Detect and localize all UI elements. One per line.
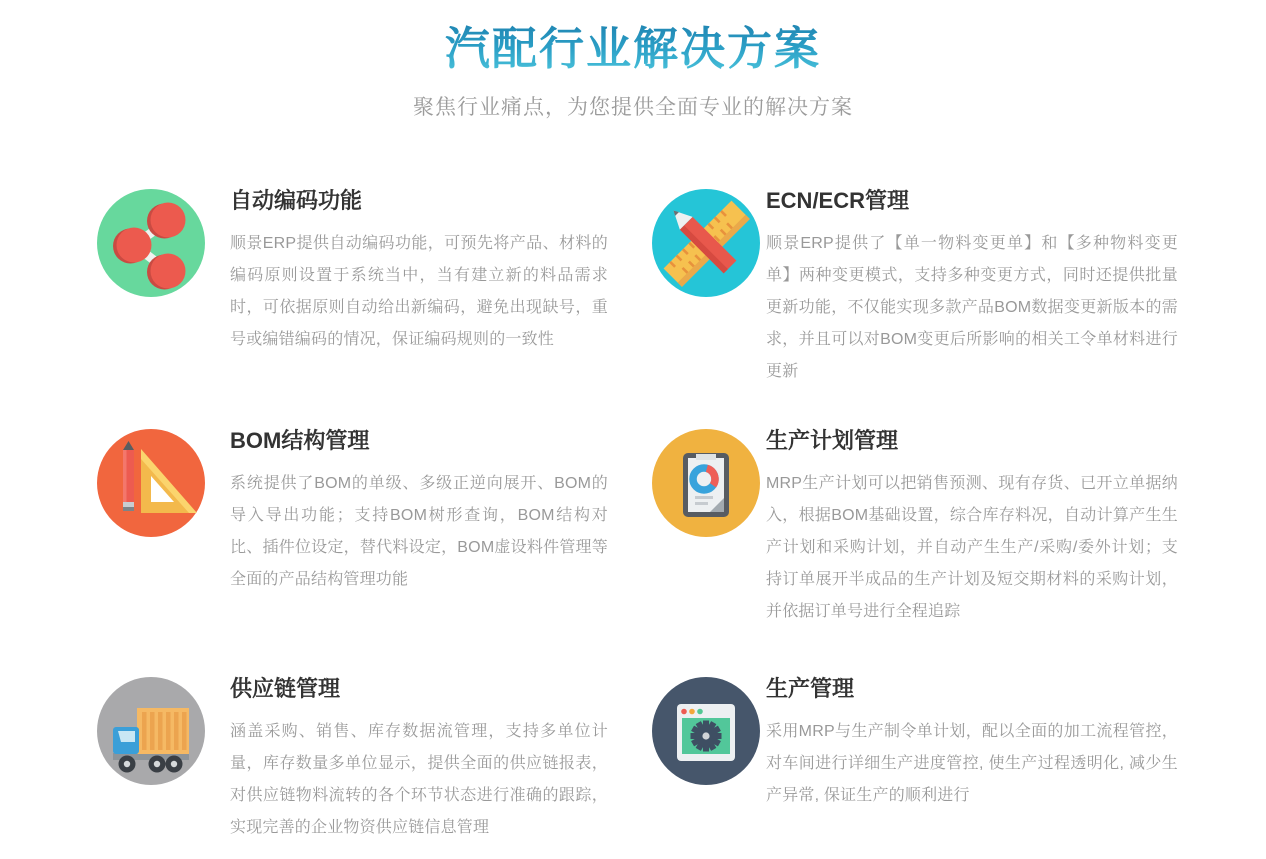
feature-title: 生产计划管理 [766,428,899,453]
feature-title: ECN/ECR管理 [766,188,910,213]
truck-icon [97,677,205,785]
feature-description: 涵盖采购、销售、库存数据流管理，支持多单位计量，库存数量多单位显示，提供全面的供应链报表，对供应链物料流转的各个环节状态进行准确的跟踪，实现完善的企业物资供应链信息管理 [230,723,608,836]
feature-description: 系统提供了BOM的单级、多级正逆向展开、BOM的导入导出功能；支持BOM树形查询，BOM结构对比、插件位设定，替代料设定，BOM虚设料件管理等全面的产品结构管理功能 [230,475,608,588]
feature-description: 顺景ERP提供自动编码功能，可预先将产品、材料的编码原则设置于系统当中，当有建立新的料品需求时，可依据原则自动给出新编码，避免出现缺号，重号或编错编码的情况，保证编码规则的一致性 [230,235,608,348]
feature-card-ecn-ecr [652,186,1178,388]
feature-description: 采用MRP与生产制令单计划，配以全面的加工流程管控，对车间进行详细生产进度管控, 使生产过程透明化, 减少生产异常, 保证生产的顺利进行 [766,723,1178,804]
feature-card-auto-coding [97,186,608,356]
browser-gear-icon [652,677,760,785]
feature-description: 顺景ERP提供了【单一物料变更单】和【多种物料变更单】两种变更模式，支持多种变更方式，同时还提供批量更新功能，不仅能实现多款产品BOM数据变更新版本的需求，并且可以对BOM变更后所影响的相关工令单材料进行更新 [766,235,1178,380]
feature-description: MRP生产计划可以把销售预测、现有存货、已开立单据纳入，根据BOM基础设置，综合库存料况，自动计算产生生产计划和采购计划，并自动产生生产/采购/委外计划；支持订单展开半成品的生产计划及短交期材料的采购计划，并依据订单号进行全程追踪 [766,475,1178,620]
feature-card-production-plan [652,426,1178,628]
feature-card-supply-chain [97,674,608,844]
feature-card-production [652,674,1178,812]
feature-title: 生产管理 [766,676,855,701]
clipboard-chart-icon [652,429,760,537]
feature-title: BOM结构管理 [230,428,370,453]
page-subtitle: 聚焦行业痛点，为您提供全面专业的解决方案 [413,96,853,119]
share-nodes-icon [97,189,205,297]
set-square-pencil-icon [97,429,205,537]
page-title: 汽配行业解决方案 [0,12,1266,77]
pencil-ruler-icon [652,189,760,297]
feature-title: 供应链管理 [230,676,341,701]
feature-card-bom [97,426,608,596]
feature-title: 自动编码功能 [230,188,363,213]
